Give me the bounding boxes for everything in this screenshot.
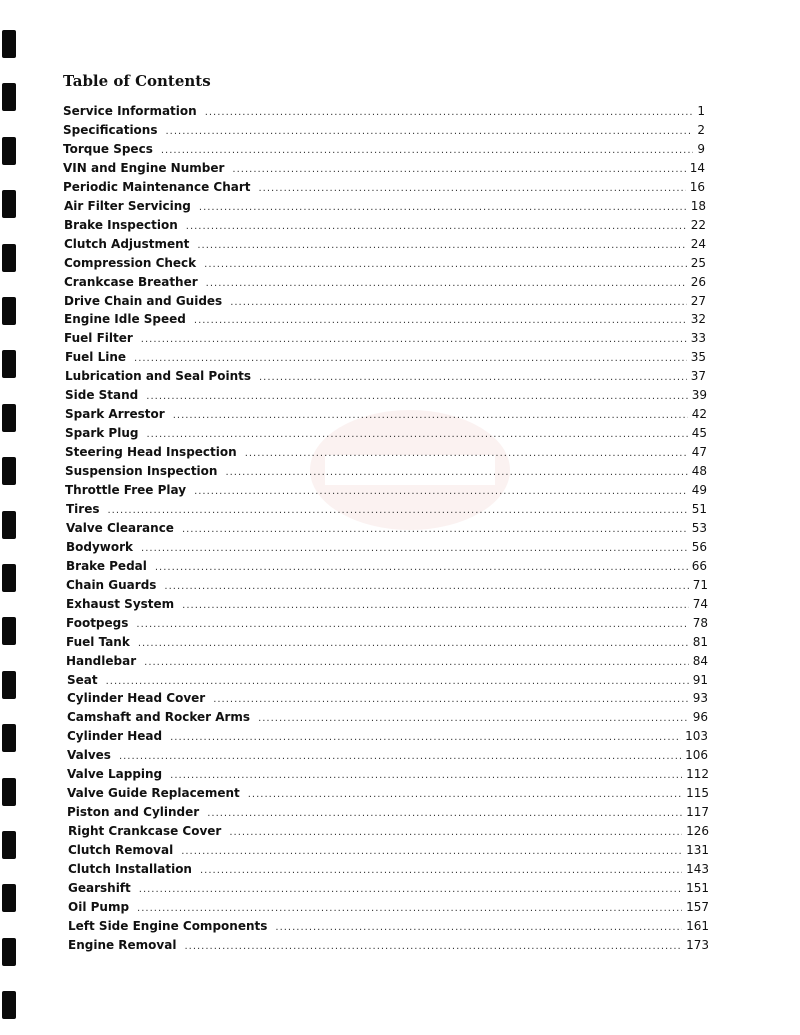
toc-entry[interactable] xyxy=(67,673,708,692)
binding-hole xyxy=(2,991,16,1019)
toc-entry[interactable] xyxy=(66,616,708,635)
toc-entry-page-number: 1 xyxy=(697,104,705,118)
toc-entry-page-number: 161 xyxy=(686,919,709,933)
dot-leader xyxy=(146,429,687,440)
dot-leader xyxy=(259,183,686,194)
toc-entry-page-number: 151 xyxy=(686,881,709,895)
toc-entry[interactable] xyxy=(66,635,708,654)
toc-entry[interactable] xyxy=(65,483,707,502)
toc-entry[interactable] xyxy=(68,843,709,862)
dot-leader xyxy=(108,505,688,516)
toc-entry[interactable] xyxy=(64,331,706,350)
dot-leader xyxy=(184,941,682,952)
toc-entry[interactable] xyxy=(64,275,706,294)
toc-entry-label: Clutch Removal xyxy=(68,843,174,857)
toc-entry[interactable] xyxy=(63,161,705,180)
toc-entry-page-number: 9 xyxy=(697,142,705,156)
dot-leader xyxy=(186,221,687,232)
dot-leader xyxy=(230,297,687,308)
dot-leader xyxy=(165,126,693,137)
toc-entry-page-number: 33 xyxy=(690,331,706,345)
dot-leader xyxy=(141,543,688,554)
toc-entry-page-number: 39 xyxy=(691,388,707,402)
toc-entry-page-number: 27 xyxy=(690,294,706,308)
dot-leader xyxy=(137,903,682,914)
toc-entry-label: Throttle Free Play xyxy=(65,483,187,497)
toc-entry-label: Valve Clearance xyxy=(66,521,174,535)
dot-leader xyxy=(275,922,682,933)
toc-entry-label: Oil Pump xyxy=(68,900,130,914)
binding-hole xyxy=(2,30,16,58)
toc-entry-label: Bodywork xyxy=(66,540,134,554)
dot-leader xyxy=(197,240,686,251)
toc-entry[interactable] xyxy=(65,369,706,388)
toc-entry-page-number: 117 xyxy=(686,805,709,819)
toc-entry-page-number: 157 xyxy=(686,900,709,914)
toc-entry[interactable] xyxy=(65,388,707,407)
toc-entry-page-number: 78 xyxy=(692,616,708,630)
toc-entry-page-number: 35 xyxy=(690,350,706,364)
dot-leader xyxy=(207,808,682,819)
dot-leader xyxy=(146,391,687,402)
dot-leader xyxy=(144,657,689,668)
toc-entry-page-number: 84 xyxy=(692,654,708,668)
toc-entry-label: Specifications xyxy=(63,123,158,137)
toc-entry[interactable] xyxy=(65,426,707,445)
page-title: Table of Contents xyxy=(63,72,211,90)
toc-entry-page-number: 32 xyxy=(690,312,706,326)
toc-entry-page-number: 81 xyxy=(692,635,708,649)
toc-entry[interactable] xyxy=(67,729,708,748)
toc-entry-label: Service Information xyxy=(63,104,197,118)
toc-entry-label: Suspension Inspection xyxy=(65,464,218,478)
dot-leader xyxy=(259,372,687,383)
toc-entry-label: Camshaft and Rocker Arms xyxy=(67,710,251,724)
toc-entry-page-number: 143 xyxy=(686,862,709,876)
toc-entry-label: Piston and Cylinder xyxy=(67,805,200,819)
toc-entry-label: Clutch Adjustment xyxy=(64,237,190,251)
toc-entry[interactable] xyxy=(68,900,709,919)
dot-leader xyxy=(204,259,687,270)
toc-entry-label: Drive Chain and Guides xyxy=(64,294,223,308)
toc-entry[interactable] xyxy=(63,104,705,123)
toc-entry-label: Exhaust System xyxy=(66,597,175,611)
toc-entry-label: Cylinder Head Cover xyxy=(67,691,206,705)
toc-entry-page-number: 49 xyxy=(691,483,707,497)
dot-leader xyxy=(161,145,694,156)
toc-entry-label: Brake Pedal xyxy=(66,559,147,573)
toc-entry-page-number: 2 xyxy=(697,123,705,137)
dot-leader xyxy=(136,619,688,630)
toc-entry-label: Compression Check xyxy=(64,256,197,270)
toc-entry[interactable] xyxy=(64,294,706,313)
toc-entry[interactable] xyxy=(68,938,709,957)
toc-entry[interactable] xyxy=(63,142,705,161)
toc-entry[interactable] xyxy=(66,654,708,673)
toc-entry-page-number: 48 xyxy=(691,464,707,478)
toc-entry[interactable] xyxy=(66,559,707,578)
dot-leader xyxy=(232,164,685,175)
toc-entry-page-number: 56 xyxy=(691,540,707,554)
toc-entry[interactable] xyxy=(65,445,707,464)
toc-entry[interactable] xyxy=(67,767,709,786)
toc-entry-label: Cylinder Head xyxy=(67,729,163,743)
toc-entry-label: Air Filter Servicing xyxy=(64,199,191,213)
toc-entry-label: Clutch Installation xyxy=(68,862,192,876)
toc-entry-label: Spark Plug xyxy=(65,426,139,440)
toc-entry-page-number: 103 xyxy=(685,729,708,743)
toc-entry-page-number: 91 xyxy=(692,673,708,687)
toc-entry-page-number: 74 xyxy=(692,597,708,611)
toc-entry-page-number: 37 xyxy=(690,369,706,383)
dot-leader xyxy=(141,334,687,345)
toc-entry[interactable] xyxy=(64,237,706,256)
toc-entry-page-number: 51 xyxy=(691,502,707,516)
toc-entry[interactable] xyxy=(66,540,707,559)
toc-entry-page-number: 106 xyxy=(685,748,708,762)
toc-entry[interactable] xyxy=(68,824,709,843)
toc-entry-label: Lubrication and Seal Points xyxy=(65,369,251,383)
toc-entry-label: Periodic Maintenance Chart xyxy=(63,180,251,194)
toc-entry[interactable] xyxy=(67,710,708,729)
toc-entry[interactable] xyxy=(65,407,707,426)
dot-leader xyxy=(173,410,688,421)
toc-entry[interactable] xyxy=(65,350,706,369)
dot-leader xyxy=(181,846,682,857)
toc-entry-label: Fuel Tank xyxy=(66,635,130,649)
toc-entry-label: Engine Removal xyxy=(68,938,177,952)
dot-leader xyxy=(138,638,689,649)
dot-leader xyxy=(182,600,689,611)
toc-entry[interactable] xyxy=(66,521,707,540)
toc-entry-page-number: 93 xyxy=(692,691,708,705)
toc-entry-page-number: 96 xyxy=(692,710,708,724)
toc-entry-label: Footpegs xyxy=(66,616,129,630)
toc-entry-page-number: 66 xyxy=(691,559,707,573)
dot-leader xyxy=(205,107,694,118)
dot-leader xyxy=(206,278,687,289)
toc-entry-label: Seat xyxy=(67,673,98,687)
toc-entry[interactable] xyxy=(67,748,708,767)
toc-entry-label: Right Crankcase Cover xyxy=(68,824,222,838)
toc-entry-page-number: 24 xyxy=(690,237,706,251)
toc-entry[interactable] xyxy=(64,199,706,218)
toc-entry-label: Crankcase Breather xyxy=(64,275,198,289)
toc-entry-label: Handlebar xyxy=(66,654,137,668)
toc-entry-label: Engine Idle Speed xyxy=(64,312,186,326)
toc-entry-page-number: 47 xyxy=(691,445,707,459)
toc-entry-label: Valve Guide Replacement xyxy=(67,786,240,800)
toc-entry-page-number: 22 xyxy=(690,218,706,232)
toc-entry-label: Valve Lapping xyxy=(67,767,163,781)
toc-entry-page-number: 16 xyxy=(689,180,705,194)
toc-entry-page-number: 42 xyxy=(691,407,707,421)
toc-entry-label: Fuel Filter xyxy=(64,331,133,345)
toc-entry-page-number: 71 xyxy=(692,578,708,592)
toc-entry-page-number: 173 xyxy=(686,938,709,952)
dot-leader xyxy=(106,676,689,687)
toc-entry-page-number: 131 xyxy=(686,843,709,857)
toc-entry-label: Valves xyxy=(67,748,111,762)
toc-entry-page-number: 26 xyxy=(690,275,706,289)
toc-entry[interactable] xyxy=(66,597,708,616)
toc-entry-label: Side Stand xyxy=(65,388,139,402)
dot-leader xyxy=(170,732,681,743)
dot-leader xyxy=(225,467,687,478)
toc-entry-label: Torque Specs xyxy=(63,142,153,156)
dot-leader xyxy=(245,448,688,459)
dot-leader xyxy=(119,751,681,762)
toc-entry-label: Fuel Line xyxy=(65,350,127,364)
toc-entry-label: Spark Arrestor xyxy=(65,407,165,421)
dot-leader xyxy=(213,694,689,705)
toc-entry-page-number: 25 xyxy=(690,256,706,270)
toc-entry[interactable] xyxy=(68,862,709,881)
toc-entry-label: Gearshift xyxy=(68,881,131,895)
toc-entry[interactable] xyxy=(67,786,709,805)
dot-leader xyxy=(248,789,682,800)
toc-entry-label: Brake Inspection xyxy=(64,218,178,232)
toc-entry-label: Left Side Engine Components xyxy=(68,919,268,933)
toc-entry-page-number: 18 xyxy=(690,199,706,213)
dot-leader xyxy=(155,562,688,573)
toc-entry-label: Steering Head Inspection xyxy=(65,445,237,459)
dot-leader xyxy=(194,486,688,497)
toc-entry[interactable] xyxy=(64,256,706,275)
toc-entry[interactable] xyxy=(65,464,707,483)
dot-leader xyxy=(134,353,687,364)
toc-entry-page-number: 53 xyxy=(691,521,707,535)
toc-entry[interactable] xyxy=(64,218,706,237)
toc-entry[interactable] xyxy=(68,881,709,900)
dot-leader xyxy=(229,827,682,838)
toc-entry-page-number: 45 xyxy=(691,426,707,440)
toc-entry[interactable] xyxy=(66,502,707,521)
toc-entry[interactable] xyxy=(63,180,705,199)
toc-entry-page-number: 112 xyxy=(686,767,709,781)
toc-entry-page-number: 126 xyxy=(686,824,709,838)
toc-entry-page-number: 14 xyxy=(689,161,705,175)
dot-leader xyxy=(139,884,682,895)
dot-leader xyxy=(164,581,688,592)
toc-entry[interactable] xyxy=(68,919,709,938)
dot-leader xyxy=(182,524,688,535)
toc-entry[interactable] xyxy=(67,691,708,710)
toc-entry[interactable] xyxy=(67,805,709,824)
toc-entry-label: VIN and Engine Number xyxy=(63,161,225,175)
toc-entry[interactable] xyxy=(64,312,706,331)
toc-entry[interactable] xyxy=(66,578,708,597)
toc-entry[interactable] xyxy=(63,123,705,142)
toc-entry-label: Chain Guards xyxy=(66,578,157,592)
dot-leader xyxy=(200,865,682,876)
dot-leader xyxy=(258,713,689,724)
toc-entry-page-number: 115 xyxy=(686,786,709,800)
dot-leader xyxy=(170,770,682,781)
dot-leader xyxy=(194,315,687,326)
dot-leader xyxy=(199,202,687,213)
table-of-contents xyxy=(0,104,800,964)
toc-entry-label: Tires xyxy=(66,502,100,516)
